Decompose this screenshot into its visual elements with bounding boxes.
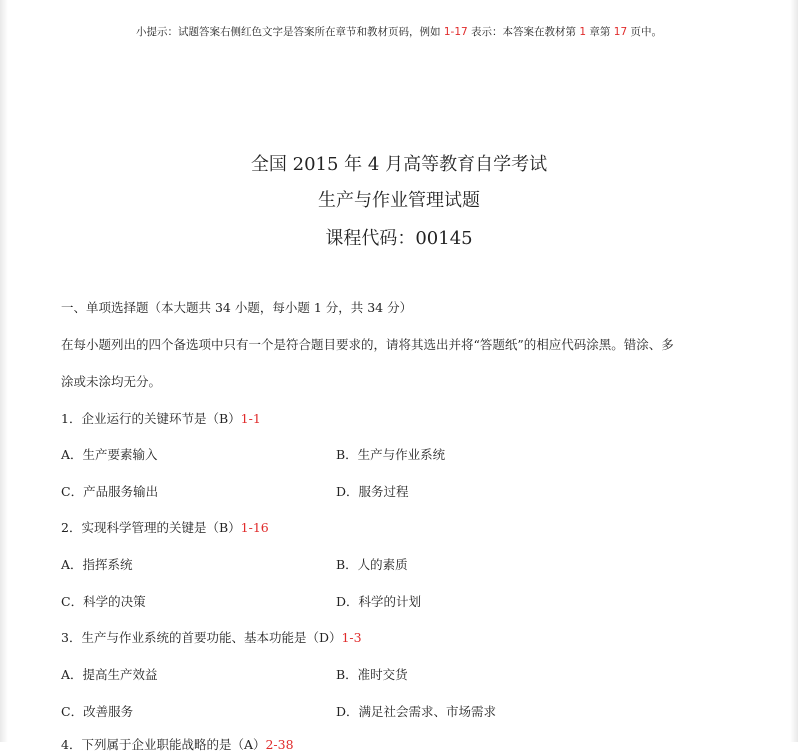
question-2-option-b: B．人的素质 <box>336 557 408 572</box>
question-4-text: 4．下列属于企业职能战略的是（A） <box>61 737 266 752</box>
question-3-option-c: C．改善服务 <box>61 704 134 719</box>
question-1-ref: 1-1 <box>240 411 261 426</box>
question-4-ref: 2-38 <box>265 737 294 752</box>
page-edge-right <box>790 0 798 742</box>
question-2-option-c: C．科学的决策 <box>61 594 146 609</box>
tip-note <box>0 24 798 39</box>
tip-text-1: 小提示：试题答案右侧红色文字是答案所在章节和教材页码，例如 <box>136 26 441 38</box>
question-3-option-a: A．提高生产效益 <box>61 667 158 682</box>
question-stem <box>61 409 261 427</box>
question-3-text: 3．生产与作业系统的首要功能、基本功能是（D） <box>61 630 342 645</box>
question-1-text: 1．企业运行的关键环节是（B） <box>61 411 241 426</box>
exam-title: 全国 2015 年 4 月高等教育自学考试 <box>250 154 548 175</box>
section-instruction-line-2: 涂或未涂均无分。 <box>61 374 162 389</box>
question-1-option-a: A．生产要素输入 <box>61 447 158 462</box>
tip-text-2: 表示：本答案在教材第 <box>471 26 577 38</box>
question-2-option-a: A．指挥系统 <box>61 557 133 572</box>
question-3-ref: 1-3 <box>341 630 362 645</box>
section-instruction-line-1: 在每小题列出的四个备选项中只有一个是符合题目要求的，请将其选出并将“答题纸”的相应代码涂黑。错涂、多 <box>61 337 674 352</box>
question-stem <box>61 628 362 646</box>
question-1-option-d: D．服务过程 <box>336 484 409 499</box>
question-2-text: 2．实现科学管理的关键是（B） <box>61 520 241 535</box>
question-2-option-d: D．科学的计划 <box>336 594 422 609</box>
tip-text-3: 章第 <box>589 26 611 38</box>
question-1-option-b: B．生产与作业系统 <box>336 447 446 462</box>
question-3-option-d: D．满足社会需求、市场需求 <box>336 704 497 719</box>
tip-example-ref: 1-17 <box>443 26 468 38</box>
exam-subject: 生产与作业管理试题 <box>318 190 480 211</box>
tip-text-4: 页中。 <box>630 26 662 38</box>
course-code: 课程代码：00145 <box>325 228 473 249</box>
question-stem <box>61 518 269 536</box>
page-edge-left <box>0 0 8 742</box>
question-stem <box>61 735 294 753</box>
question-2-ref: 1-16 <box>240 520 269 535</box>
question-3-option-b: B．准时交货 <box>336 667 408 682</box>
section-heading: 一、单项选择题（本大题共 34 小题，每小题 1 分，共 34 分） <box>61 300 413 315</box>
tip-chapter-number: 1 <box>579 26 587 38</box>
question-1-option-c: C．产品服务输出 <box>61 484 159 499</box>
tip-page-number: 17 <box>613 26 628 38</box>
